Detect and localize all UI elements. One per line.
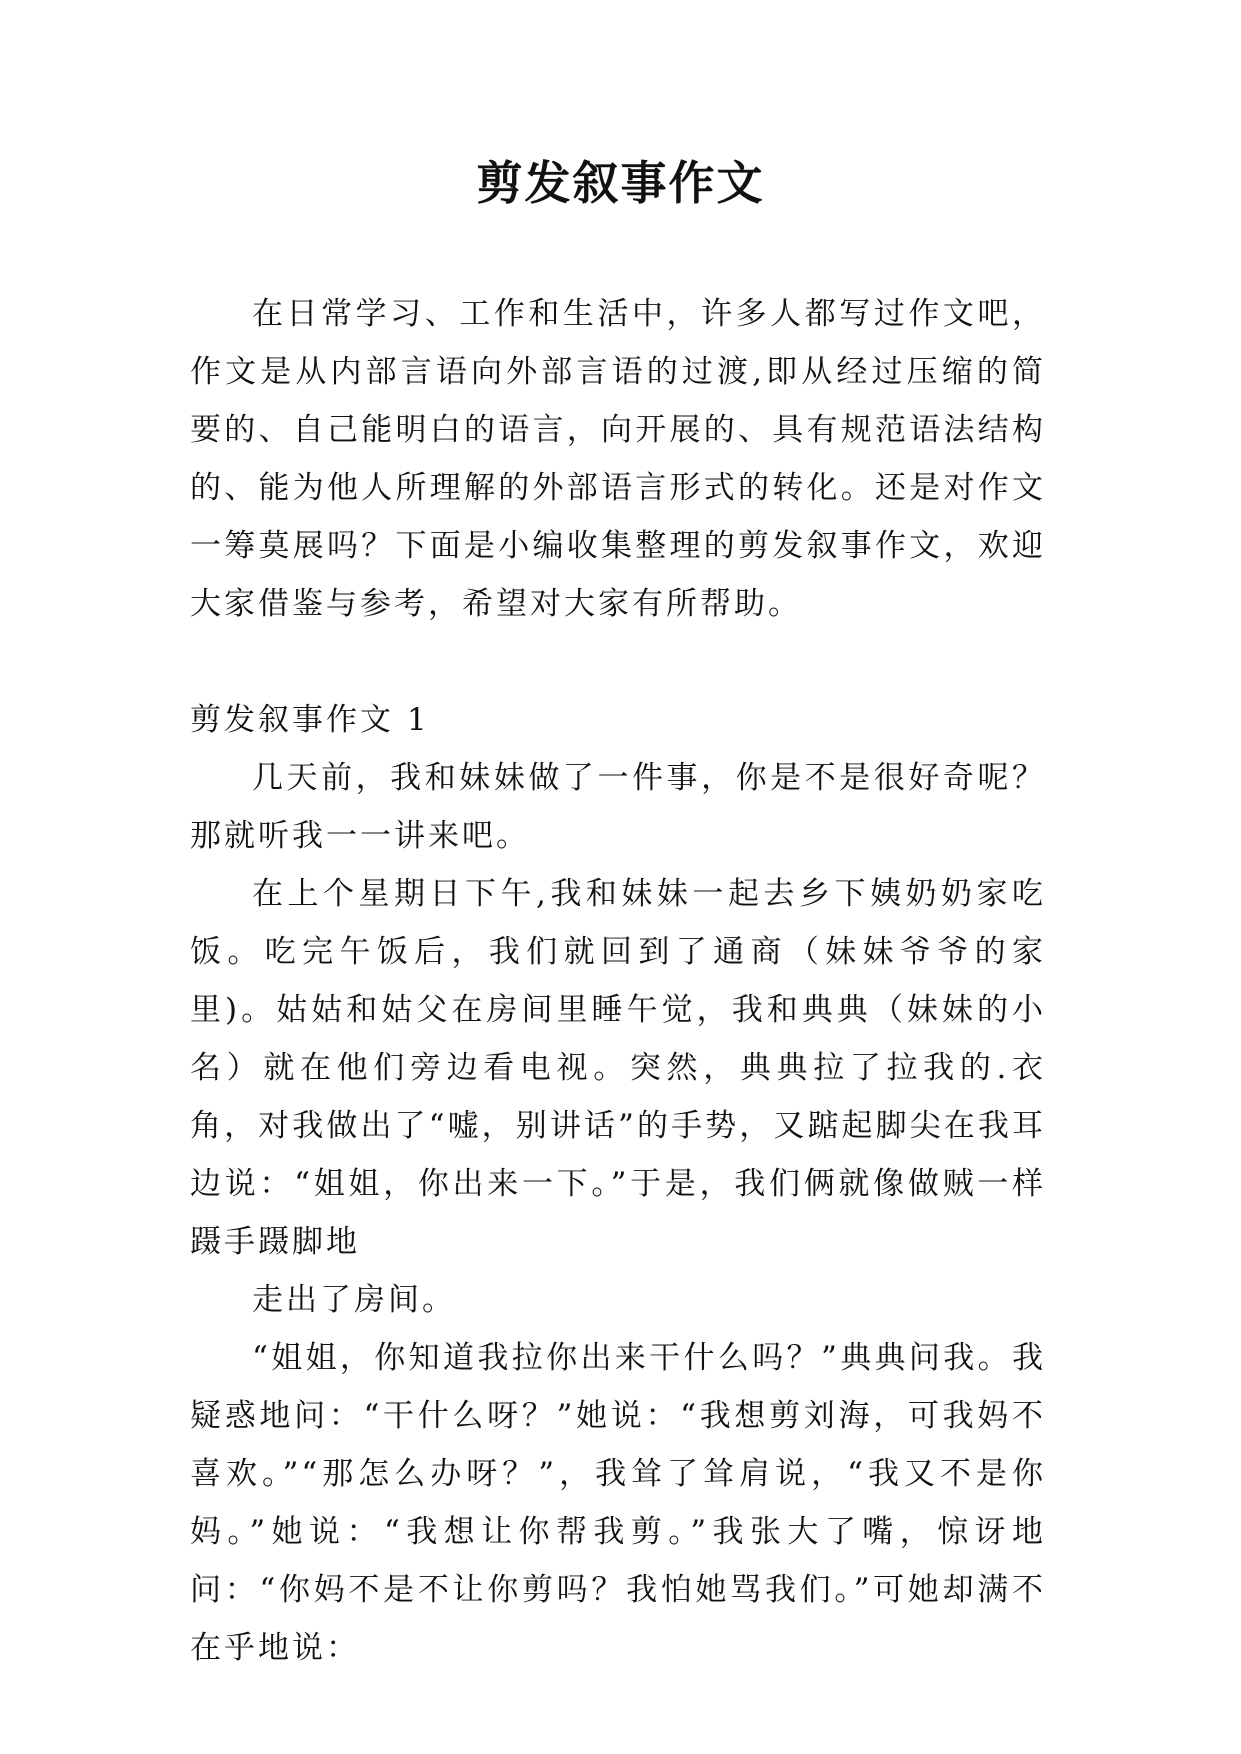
- body-paragraph: “姐姐，你知道我拉你出来干什么吗？”典典问我。我疑惑地问：“干什么呀？”她说：“我想剪刘海，可我妈不喜欢。”“那怎么办呀？”，我耸了耸肩说，“我又不是你妈。”她说：“我想让你帮我剪。”我张大了嘴，惊讶地问：“你妈不是不让你剪吗？我怕她骂我们。”可她却满不在乎地说：: [190, 1340, 1046, 1666]
- document-body: [190, 285, 1046, 1677]
- paragraph-spacer: [190, 633, 1046, 691]
- intro-paragraph: 在日常学习、工作和生活中，许多人都写过作文吧，作文是从内部言语向外部言语的过渡,即从经过压缩的简要的、自己能明白的语言，向开展的、具有规范语法结构的、能为他人所理解的外部语言形式的转化。还是对作文一筹莫展吗？下面是小编收集整理的剪发叙事作文，欢迎大家借鉴与参考，希望对大家有所帮助。: [190, 296, 1046, 622]
- body-paragraph: 走出了房间。: [252, 1282, 456, 1318]
- document-title: 剪发叙事作文: [476, 156, 765, 210]
- section-heading: 剪发叙事作文 1: [190, 702, 430, 738]
- body-paragraph: 在上个星期日下午,我和妹妹一起去乡下姨奶奶家吃饭。吃完午饭后，我们就回到了通商（妹妹爷爷的家里)。姑姑和姑父在房间里睡午觉，我和典典（妹妹的小名）就在他们旁边看电视。突然，典典拉了拉我的.衣角，对我做出了“嘘，别讲话”的手势，又踮起脚尖在我耳边说：“姐姐，你出来一下。”于是，我们俩就像做贼一样蹑手蹑脚地: [190, 876, 1046, 1260]
- body-paragraph: 几天前，我和妹妹做了一件事，你是不是很好奇呢？那就听我一一讲来吧。: [190, 760, 1046, 854]
